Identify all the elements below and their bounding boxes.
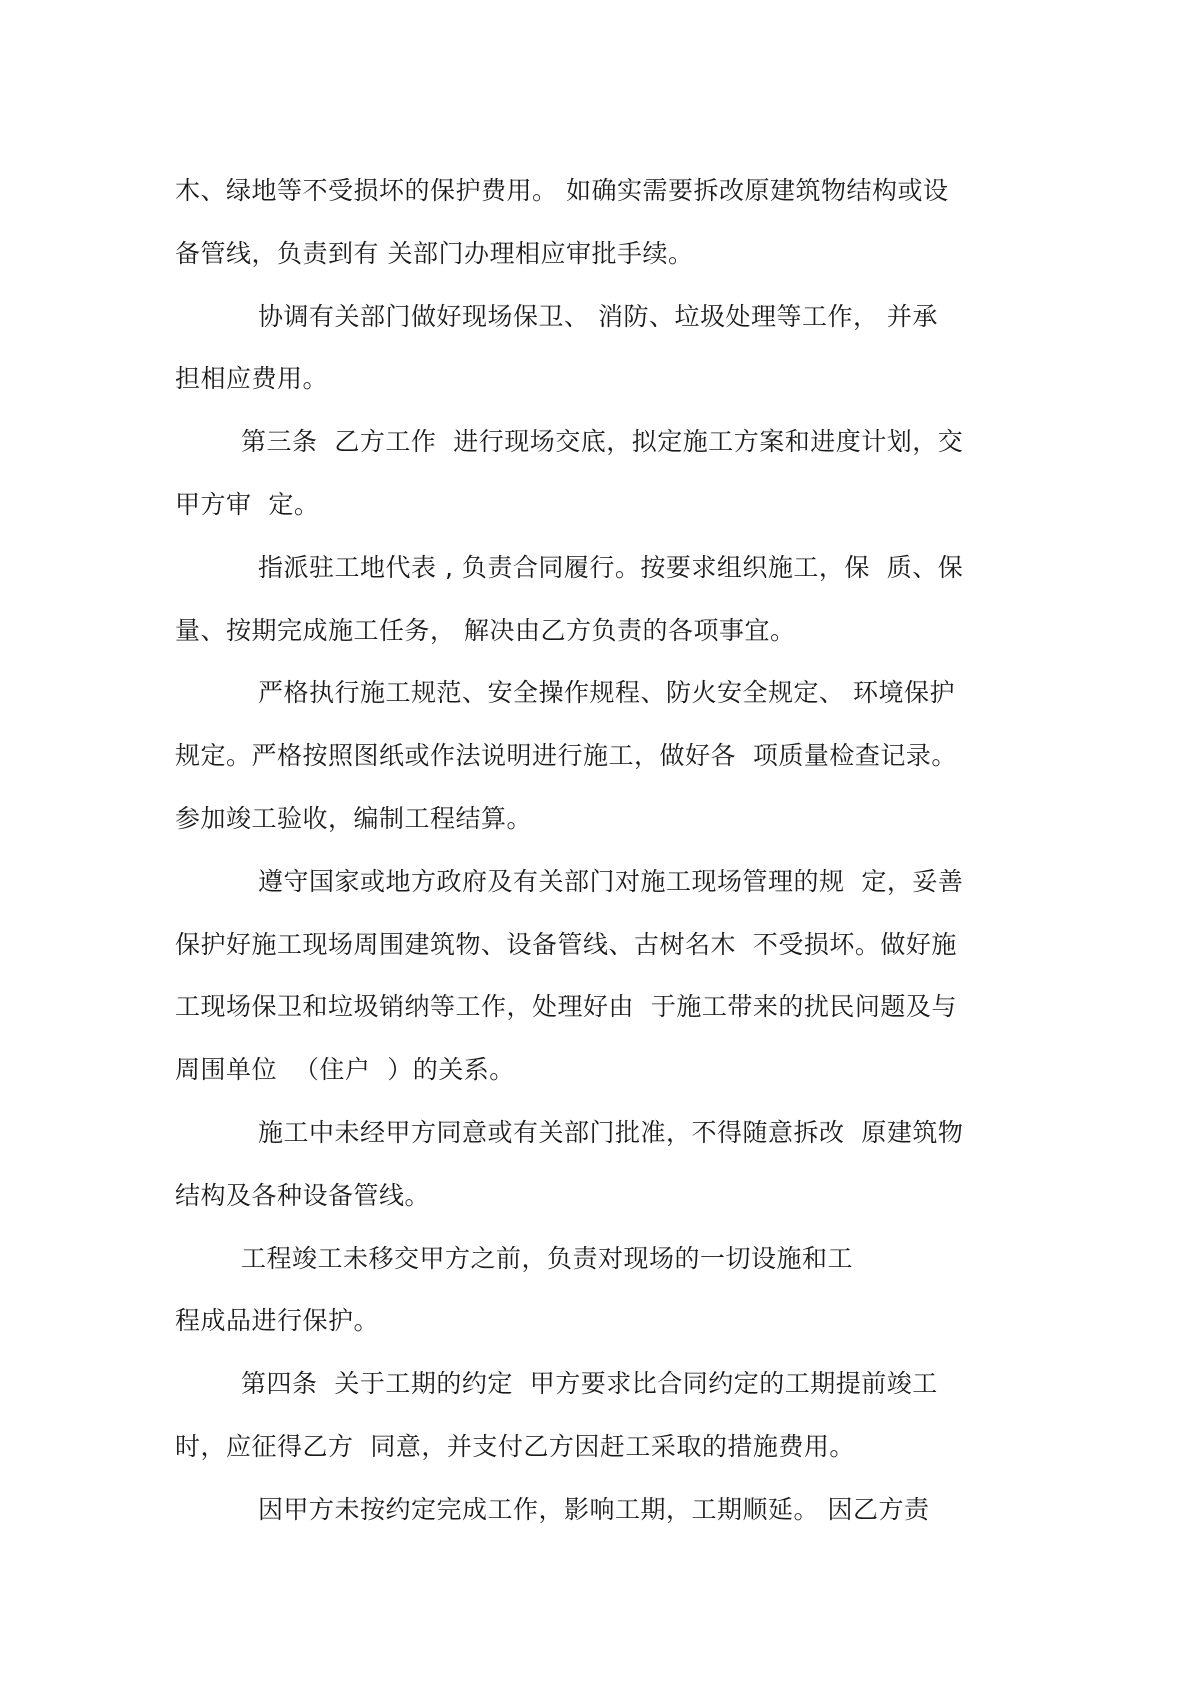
paragraph-start: 施工中未经甲方同意或有关部门批准，不得随意拆改 原建筑物 <box>258 1117 964 1147</box>
paragraph-start: 遵守国家或地方政府及有关部门对施工现场管理的规 定，妥善 <box>258 866 964 896</box>
article-three-heading: 第三条 乙方工作 进行现场交底，拟定施工方案和进度计划，交 <box>241 427 964 457</box>
paragraph-start: 因甲方未按约定完成工作，影响工期，工期顺延。 因乙方责 <box>258 1494 930 1524</box>
paragraph-start: 指派驻工地代表 , 负责合同履行。按要求组织施工，保 质、保 <box>258 552 964 582</box>
text-line: 周围单位 （住户 ）的关系。 <box>175 1055 515 1085</box>
text-line: 参加竣工验收，编制工程结算。 <box>175 803 533 833</box>
text-line: 甲方审 定。 <box>175 489 320 519</box>
paragraph-start: 协调有关部门做好现场保卫、 消防、垃圾处理等工作， 并承 <box>258 301 938 331</box>
paragraph-start: 工程竣工未移交甲方之前，负责对现场的一切设施和工 <box>241 1243 854 1273</box>
text-line: 结构及各种设备管线。 <box>175 1180 431 1210</box>
text-line: 量、按期完成施工任务， 解决由乙方负责的各项事宜。 <box>175 615 796 645</box>
text-line: 规定。严格按照图纸或作法说明进行施工，做好各 项质量检查记录。 <box>175 741 957 771</box>
text-line: 担相应费用。 <box>175 364 329 394</box>
text-line: 时，应征得乙方 同意，并支付乙方因赶工采取的措施费用。 <box>175 1431 855 1461</box>
text-line: 木、绿地等不受损坏的保护费用。 如确实需要拆改原建筑物结构或设 <box>175 176 949 205</box>
text-line: 程成品进行保护。 <box>175 1306 380 1336</box>
text-line: 工现场保卫和垃圾销纳等工作，处理好由 于施工带来的扰民问题及与 <box>175 992 957 1022</box>
text-line: 保护好施工现场周围建筑物、设备管线、古树名木 不受损坏。做好施 <box>175 929 957 959</box>
document-body <box>175 160 1025 1542</box>
paragraph-start: 严格执行施工规范、安全操作规程、防火安全规定、 环境保护 <box>258 678 955 708</box>
article-four-heading: 第四条 关于工期的约定 甲方要求比合同约定的工期提前竣工 <box>241 1369 938 1399</box>
text-line: 备管线，负责到有 关部门办理相应审批手续。 <box>175 238 694 268</box>
